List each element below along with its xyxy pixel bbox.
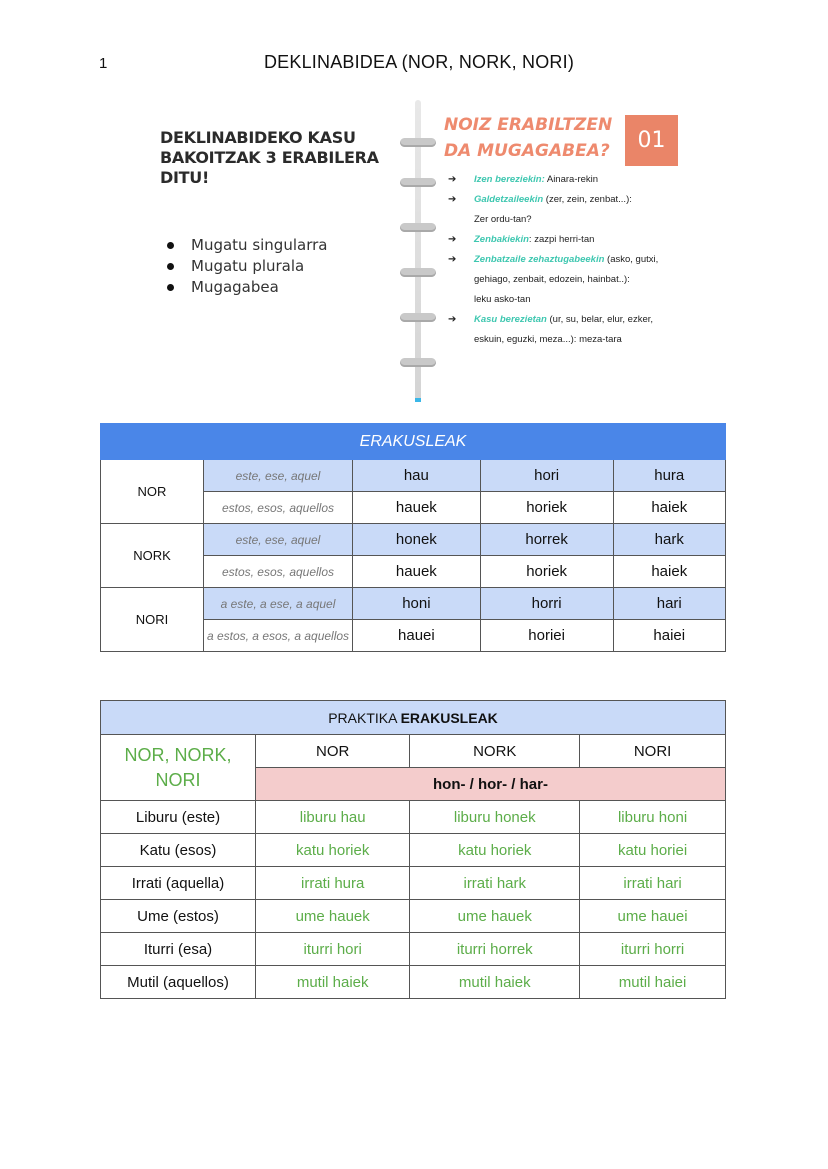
answer-cell: mutil haiek	[256, 966, 410, 999]
spanish-gloss: este, ese, aquel	[204, 460, 353, 492]
use-text: Ainara-rekin	[544, 174, 599, 185]
table-title: ERAKUSLEAK	[101, 424, 726, 460]
table-cell: horiek	[480, 556, 613, 588]
table-cell: haiek	[613, 492, 725, 524]
use-keyword: Zenbatzaile zehaztugabeekin	[474, 254, 605, 265]
arrow-icon: ➔	[448, 254, 457, 265]
use-item	[448, 250, 698, 270]
table-row	[101, 834, 726, 867]
arrow-icon: ➔	[448, 234, 457, 245]
page-number: 1	[99, 55, 108, 72]
use-keyword: Kasu berezietan	[474, 314, 547, 325]
infographic-heading: DEKLINABIDEKO KASU BAKOITZAK 3 ERABILERA DITU!	[160, 128, 379, 187]
answer-cell: irrati hari	[580, 867, 726, 900]
answer-cell: katu horiek	[256, 834, 410, 867]
table-cell: hau	[353, 460, 481, 492]
table-header-row	[101, 735, 726, 768]
use-text: (ur, su, belar, elur, ezker,	[546, 314, 654, 325]
mugagabea-uses-list	[448, 170, 698, 350]
use-keyword: Zenbakiekin	[474, 234, 529, 245]
answer-cell: katu horiei	[580, 834, 726, 867]
row-label: Mutil (aquellos)	[101, 966, 256, 999]
use-keyword: Galdetzaileekin	[474, 194, 544, 205]
spanish-gloss: estos, esos, aquellos	[204, 492, 353, 524]
ring-icon	[400, 313, 436, 322]
table-row	[101, 900, 726, 933]
table-row	[101, 867, 726, 900]
number-badge: 01	[625, 115, 678, 166]
usage-bullet-list	[163, 235, 327, 298]
use-text: (zer, zein, zenbat...):	[543, 194, 632, 205]
answer-cell: irrati hark	[410, 867, 580, 900]
answer-cell: mutil haiek	[410, 966, 580, 999]
table-cell: horiei	[480, 620, 613, 652]
answer-cell: liburu honi	[580, 801, 726, 834]
answer-cell: ume hauei	[580, 900, 726, 933]
erakusleak-table	[100, 423, 726, 652]
table-cell: hauek	[353, 492, 481, 524]
answer-cell: katu horiek	[410, 834, 580, 867]
title-bold: ERAKUSLEAK	[400, 709, 498, 726]
table-cell: hari	[613, 588, 725, 620]
table-cell: hauek	[353, 556, 481, 588]
answer-cell: liburu honek	[410, 801, 580, 834]
use-item-continuation	[448, 330, 698, 350]
answer-cell: liburu hau	[256, 801, 410, 834]
arrow-icon: ➔	[448, 194, 457, 205]
ring-icon	[400, 358, 436, 367]
table-cell: honek	[353, 524, 481, 556]
corner-title	[101, 735, 256, 801]
use-item	[448, 190, 698, 210]
case-label: NOR	[101, 460, 204, 524]
answer-cell: mutil haiei	[580, 966, 726, 999]
row-label: Liburu (este)	[101, 801, 256, 834]
use-item-continuation	[448, 210, 698, 230]
notebook-spine-graphic	[400, 100, 440, 405]
spanish-gloss: a estos, a esos, a aquellos	[204, 620, 353, 652]
stems-cell: hon- / hor- / har-	[256, 768, 726, 801]
question-heading: NOIZ ERABILTZEN DA MUGAGABEA?	[444, 115, 613, 161]
table-cell: hauei	[353, 620, 481, 652]
table-cell: honi	[353, 588, 481, 620]
title-prefix: PRAKTIKA	[328, 709, 401, 726]
row-label: Irrati (aquella)	[101, 867, 256, 900]
use-text: eskuin, eguzki, meza...): meza-tara	[474, 334, 622, 345]
answer-cell: iturri hori	[256, 933, 410, 966]
row-label: Katu (esos)	[101, 834, 256, 867]
table-cell: horri	[480, 588, 613, 620]
ring-icon	[400, 268, 436, 277]
answer-cell: ume hauek	[256, 900, 410, 933]
use-text: (asko, gutxi,	[604, 254, 659, 265]
column-header: NORK	[410, 735, 580, 768]
page-title: DEKLINABIDEA (NOR, NORK, NORI)	[263, 52, 575, 72]
ring-icon	[400, 138, 436, 147]
use-item	[448, 310, 698, 330]
answer-cell: ume hauek	[410, 900, 580, 933]
arrow-icon: ➔	[448, 174, 457, 185]
table-row	[101, 460, 726, 492]
case-label: NORK	[101, 524, 204, 588]
bullet-item: Mugagabea	[163, 277, 327, 298]
column-header: NOR	[256, 735, 410, 768]
table-cell: hark	[613, 524, 725, 556]
praktika-table	[100, 700, 726, 999]
table-cell: haiek	[613, 556, 725, 588]
bullet-item: Mugatu singularra	[163, 235, 327, 256]
use-item-continuation	[448, 270, 698, 290]
table-cell: haiei	[613, 620, 725, 652]
table-cell: horiek	[480, 492, 613, 524]
use-text: Zer ordu-tan?	[474, 214, 532, 225]
row-label: Iturri (esa)	[101, 933, 256, 966]
ring-icon	[400, 223, 436, 232]
table-row	[101, 588, 726, 620]
case-label: NORI	[101, 588, 204, 652]
bullet-item: Mugatu plurala	[163, 256, 327, 277]
table-cell: horrek	[480, 524, 613, 556]
answer-cell: irrati hura	[256, 867, 410, 900]
spanish-gloss: estos, esos, aquellos	[204, 556, 353, 588]
table-cell: hori	[480, 460, 613, 492]
use-item	[448, 170, 698, 190]
use-text: : zazpi herri-tan	[528, 234, 595, 245]
spanish-gloss: este, ese, aquel	[204, 524, 353, 556]
table-row	[101, 801, 726, 834]
use-keyword: Izen bereziekin:	[474, 174, 545, 185]
use-text: leku asko-tan	[474, 294, 531, 305]
table-cell: hura	[613, 460, 725, 492]
table-row	[101, 933, 726, 966]
table-row	[101, 966, 726, 999]
table-row	[101, 524, 726, 556]
use-item-continuation	[448, 290, 698, 310]
table-title	[101, 701, 726, 735]
column-header: NORI	[580, 735, 726, 768]
corner-title-line: NOR, NORK,	[124, 744, 232, 765]
spine-accent	[415, 398, 421, 402]
answer-cell: iturri horri	[580, 933, 726, 966]
ring-icon	[400, 178, 436, 187]
use-item	[448, 230, 698, 250]
spanish-gloss: a este, a ese, a aquel	[204, 588, 353, 620]
arrow-icon: ➔	[448, 314, 457, 325]
row-label: Ume (estos)	[101, 900, 256, 933]
answer-cell: iturri horrek	[410, 933, 580, 966]
use-text: gehiago, zenbait, edozein, hainbat..):	[474, 274, 630, 285]
corner-title-line: NORI	[155, 769, 201, 790]
